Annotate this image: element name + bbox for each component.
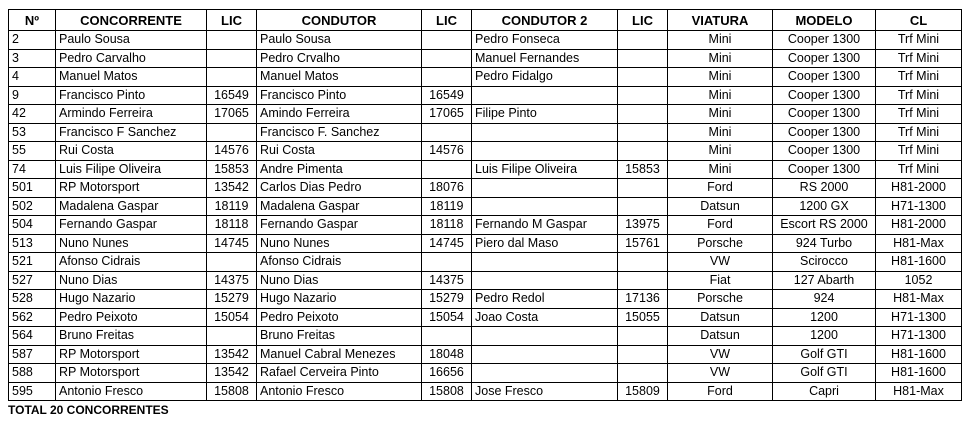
cell-entrant-license: 14375: [207, 271, 257, 290]
col-header-class: CL: [876, 10, 962, 31]
cell-number: 4: [9, 68, 56, 87]
cell-codriver: [472, 271, 618, 290]
cell-driver: Carlos Dias Pedro: [257, 179, 422, 198]
cell-entrant: Pedro Peixoto: [56, 308, 207, 327]
cell-number: 564: [9, 327, 56, 346]
cell-codriver-license: [618, 86, 668, 105]
cell-codriver: [472, 123, 618, 142]
cell-codriver: Manuel Fernandes: [472, 49, 618, 68]
cell-number: 587: [9, 345, 56, 364]
cell-codriver: Luis Filipe Oliveira: [472, 160, 618, 179]
table-row: [9, 86, 962, 105]
col-header-vehicle: VIATURA: [668, 10, 773, 31]
cell-entrant-license: 14576: [207, 142, 257, 161]
cell-codriver: [472, 86, 618, 105]
cell-class: Trf Mini: [876, 68, 962, 87]
cell-entrant-license: 13542: [207, 179, 257, 198]
cell-vehicle: Datsun: [668, 327, 773, 346]
cell-codriver-license: [618, 49, 668, 68]
table-row: [9, 68, 962, 87]
cell-driver: Francisco Pinto: [257, 86, 422, 105]
table-row: [9, 271, 962, 290]
cell-vehicle: Mini: [668, 123, 773, 142]
cell-driver: Pedro Crvalho: [257, 49, 422, 68]
table-row: [9, 49, 962, 68]
cell-model: 1200: [773, 308, 876, 327]
cell-vehicle: Mini: [668, 68, 773, 87]
cell-codriver-license: 17136: [618, 290, 668, 309]
table-row: [9, 345, 962, 364]
cell-class: H81-Max: [876, 290, 962, 309]
cell-entrant: Nuno Dias: [56, 271, 207, 290]
cell-codriver: [472, 253, 618, 272]
entry-list-table: [8, 9, 962, 401]
cell-driver: Rafael Cerveira Pinto: [257, 364, 422, 383]
cell-entrant-license: 18118: [207, 216, 257, 235]
cell-class: 1052: [876, 271, 962, 290]
table-row: [9, 216, 962, 235]
cell-entrant-license: 13542: [207, 364, 257, 383]
cell-vehicle: Ford: [668, 216, 773, 235]
cell-class: H71-1300: [876, 327, 962, 346]
col-header-driver-license: LIC: [422, 10, 472, 31]
cell-driver-license: [422, 327, 472, 346]
cell-entrant-license: 15808: [207, 382, 257, 401]
cell-class: H81-1600: [876, 253, 962, 272]
table-row: [9, 308, 962, 327]
cell-codriver-license: 15055: [618, 308, 668, 327]
cell-codriver: [472, 327, 618, 346]
cell-number: 42: [9, 105, 56, 124]
cell-entrant: Luis Filipe Oliveira: [56, 160, 207, 179]
cell-codriver-license: [618, 271, 668, 290]
cell-class: H81-1600: [876, 364, 962, 383]
cell-codriver-license: [618, 123, 668, 142]
cell-codriver-license: [618, 364, 668, 383]
cell-model: 924 Turbo: [773, 234, 876, 253]
cell-driver-license: 18076: [422, 179, 472, 198]
cell-driver: Francisco F. Sanchez: [257, 123, 422, 142]
cell-driver: Fernando Gaspar: [257, 216, 422, 235]
cell-driver: Bruno Freitas: [257, 327, 422, 346]
table-row: [9, 123, 962, 142]
table-row: [9, 197, 962, 216]
cell-entrant: Francisco Pinto: [56, 86, 207, 105]
cell-vehicle: Datsun: [668, 197, 773, 216]
cell-class: Trf Mini: [876, 160, 962, 179]
cell-model: Cooper 1300: [773, 105, 876, 124]
cell-entrant: RP Motorsport: [56, 364, 207, 383]
cell-entrant: Afonso Cidrais: [56, 253, 207, 272]
cell-codriver: Pedro Redol: [472, 290, 618, 309]
cell-entrant: Paulo Sousa: [56, 31, 207, 50]
cell-model: 1200 GX: [773, 197, 876, 216]
cell-class: H71-1300: [876, 197, 962, 216]
cell-driver-license: 16656: [422, 364, 472, 383]
cell-entrant-license: [207, 123, 257, 142]
cell-codriver: Piero dal Maso: [472, 234, 618, 253]
cell-entrant: Armindo Ferreira: [56, 105, 207, 124]
cell-codriver: [472, 179, 618, 198]
cell-entrant: Manuel Matos: [56, 68, 207, 87]
cell-codriver-license: 15853: [618, 160, 668, 179]
cell-number: 504: [9, 216, 56, 235]
table-row: [9, 382, 962, 401]
cell-entrant: Rui Costa: [56, 142, 207, 161]
cell-driver-license: [422, 160, 472, 179]
cell-driver-license: 14745: [422, 234, 472, 253]
cell-codriver-license: [618, 179, 668, 198]
cell-entrant-license: 16549: [207, 86, 257, 105]
cell-entrant-license: [207, 68, 257, 87]
header-row: [9, 10, 962, 31]
cell-driver-license: 15279: [422, 290, 472, 309]
cell-vehicle: Mini: [668, 160, 773, 179]
cell-entrant: Fernando Gaspar: [56, 216, 207, 235]
cell-driver-license: 14375: [422, 271, 472, 290]
cell-model: Cooper 1300: [773, 68, 876, 87]
cell-vehicle: Mini: [668, 31, 773, 50]
table-row: [9, 253, 962, 272]
cell-codriver-license: [618, 31, 668, 50]
cell-driver-license: [422, 68, 472, 87]
cell-entrant-license: [207, 31, 257, 50]
cell-driver-license: 15054: [422, 308, 472, 327]
cell-driver-license: 17065: [422, 105, 472, 124]
cell-class: H81-1600: [876, 345, 962, 364]
cell-codriver-license: [618, 345, 668, 364]
cell-driver: Pedro Peixoto: [257, 308, 422, 327]
cell-driver: Manuel Matos: [257, 68, 422, 87]
cell-driver-license: 15808: [422, 382, 472, 401]
cell-vehicle: Mini: [668, 105, 773, 124]
cell-class: H81-Max: [876, 382, 962, 401]
cell-number: 2: [9, 31, 56, 50]
cell-driver-license: [422, 49, 472, 68]
cell-model: Escort RS 2000: [773, 216, 876, 235]
cell-vehicle: Porsche: [668, 234, 773, 253]
cell-codriver: [472, 364, 618, 383]
cell-number: 528: [9, 290, 56, 309]
cell-class: H81-2000: [876, 179, 962, 198]
cell-model: Cooper 1300: [773, 123, 876, 142]
table-row: [9, 179, 962, 198]
cell-entrant-license: 14745: [207, 234, 257, 253]
cell-codriver-license: [618, 253, 668, 272]
cell-model: Cooper 1300: [773, 31, 876, 50]
cell-driver-license: 18118: [422, 216, 472, 235]
cell-class: Trf Mini: [876, 123, 962, 142]
table-row: [9, 142, 962, 161]
cell-codriver: Filipe Pinto: [472, 105, 618, 124]
cell-model: Capri: [773, 382, 876, 401]
col-header-number: Nº: [9, 10, 56, 31]
cell-entrant-license: 18119: [207, 197, 257, 216]
cell-entrant: Hugo Nazario: [56, 290, 207, 309]
cell-model: Cooper 1300: [773, 160, 876, 179]
cell-class: Trf Mini: [876, 105, 962, 124]
cell-codriver-license: 13975: [618, 216, 668, 235]
cell-number: 527: [9, 271, 56, 290]
cell-vehicle: Datsun: [668, 308, 773, 327]
cell-vehicle: VW: [668, 345, 773, 364]
cell-driver: Nuno Nunes: [257, 234, 422, 253]
cell-codriver-license: [618, 197, 668, 216]
col-header-driver: CONDUTOR: [257, 10, 422, 31]
cell-model: 127 Abarth: [773, 271, 876, 290]
cell-number: 74: [9, 160, 56, 179]
cell-model: 924: [773, 290, 876, 309]
cell-driver: Madalena Gaspar: [257, 197, 422, 216]
cell-entrant-license: [207, 253, 257, 272]
cell-vehicle: Mini: [668, 86, 773, 105]
cell-number: 3: [9, 49, 56, 68]
cell-driver-license: [422, 253, 472, 272]
cell-codriver: [472, 345, 618, 364]
cell-class: Trf Mini: [876, 31, 962, 50]
cell-codriver-license: 15809: [618, 382, 668, 401]
table-row: [9, 31, 962, 50]
cell-number: 513: [9, 234, 56, 253]
table-row: [9, 290, 962, 309]
cell-entrant: Bruno Freitas: [56, 327, 207, 346]
cell-number: 562: [9, 308, 56, 327]
cell-model: Cooper 1300: [773, 49, 876, 68]
cell-entrant-license: 17065: [207, 105, 257, 124]
cell-codriver-license: [618, 327, 668, 346]
cell-vehicle: Ford: [668, 179, 773, 198]
cell-number: 53: [9, 123, 56, 142]
table-row: [9, 327, 962, 346]
col-header-codriver: CONDUTOR 2: [472, 10, 618, 31]
cell-entrant-license: 15279: [207, 290, 257, 309]
cell-driver: Andre Pimenta: [257, 160, 422, 179]
cell-driver: Paulo Sousa: [257, 31, 422, 50]
cell-class: Trf Mini: [876, 86, 962, 105]
cell-entrant-license: [207, 327, 257, 346]
cell-driver: Nuno Dias: [257, 271, 422, 290]
col-header-codriver-license: LIC: [618, 10, 668, 31]
cell-class: H81-2000: [876, 216, 962, 235]
cell-driver-license: 18048: [422, 345, 472, 364]
cell-model: RS 2000: [773, 179, 876, 198]
col-header-entrant: CONCORRENTE: [56, 10, 207, 31]
cell-driver-license: 14576: [422, 142, 472, 161]
cell-entrant: Pedro Carvalho: [56, 49, 207, 68]
cell-entrant: Nuno Nunes: [56, 234, 207, 253]
cell-entrant: Antonio Fresco: [56, 382, 207, 401]
cell-codriver: Pedro Fonseca: [472, 31, 618, 50]
cell-entrant-license: [207, 49, 257, 68]
cell-driver-license: [422, 123, 472, 142]
cell-class: Trf Mini: [876, 49, 962, 68]
cell-entrant: Francisco F Sanchez: [56, 123, 207, 142]
cell-codriver-license: [618, 105, 668, 124]
cell-codriver: [472, 142, 618, 161]
cell-driver: Antonio Fresco: [257, 382, 422, 401]
cell-vehicle: Porsche: [668, 290, 773, 309]
cell-number: 501: [9, 179, 56, 198]
table-row: [9, 234, 962, 253]
cell-number: 9: [9, 86, 56, 105]
cell-codriver: [472, 197, 618, 216]
cell-number: 502: [9, 197, 56, 216]
cell-driver: Amindo Ferreira: [257, 105, 422, 124]
table-row: [9, 364, 962, 383]
cell-vehicle: VW: [668, 364, 773, 383]
cell-driver: Manuel Cabral Menezes: [257, 345, 422, 364]
cell-codriver-license: 15761: [618, 234, 668, 253]
cell-driver-license: 18119: [422, 197, 472, 216]
cell-number: 588: [9, 364, 56, 383]
cell-class: H81-Max: [876, 234, 962, 253]
cell-entrant: RP Motorsport: [56, 179, 207, 198]
cell-vehicle: VW: [668, 253, 773, 272]
cell-driver: Hugo Nazario: [257, 290, 422, 309]
cell-codriver-license: [618, 142, 668, 161]
cell-vehicle: Mini: [668, 49, 773, 68]
cell-codriver: Joao Costa: [472, 308, 618, 327]
cell-entrant-license: 13542: [207, 345, 257, 364]
cell-model: Scirocco: [773, 253, 876, 272]
cell-number: 521: [9, 253, 56, 272]
cell-codriver: Jose Fresco: [472, 382, 618, 401]
cell-model: Cooper 1300: [773, 86, 876, 105]
col-header-model: MODELO: [773, 10, 876, 31]
table-row: [9, 160, 962, 179]
cell-model: Golf GTI: [773, 345, 876, 364]
cell-entrant: RP Motorsport: [56, 345, 207, 364]
cell-entrant-license: 15853: [207, 160, 257, 179]
cell-codriver: Fernando M Gaspar: [472, 216, 618, 235]
cell-driver-license: 16549: [422, 86, 472, 105]
total-entrants: TOTAL 20 CONCORRENTES: [8, 403, 169, 417]
cell-codriver-license: [618, 68, 668, 87]
cell-driver-license: [422, 31, 472, 50]
cell-vehicle: Mini: [668, 142, 773, 161]
cell-class: H71-1300: [876, 308, 962, 327]
cell-model: 1200: [773, 327, 876, 346]
cell-number: 55: [9, 142, 56, 161]
col-header-entrant-license: LIC: [207, 10, 257, 31]
cell-driver: Afonso Cidrais: [257, 253, 422, 272]
cell-class: Trf Mini: [876, 142, 962, 161]
cell-driver: Rui Costa: [257, 142, 422, 161]
cell-entrant: Madalena Gaspar: [56, 197, 207, 216]
cell-vehicle: Ford: [668, 382, 773, 401]
cell-entrant-license: 15054: [207, 308, 257, 327]
cell-number: 595: [9, 382, 56, 401]
table-row: [9, 105, 962, 124]
cell-model: Golf GTI: [773, 364, 876, 383]
cell-vehicle: Fiat: [668, 271, 773, 290]
cell-model: Cooper 1300: [773, 142, 876, 161]
cell-codriver: Pedro Fidalgo: [472, 68, 618, 87]
